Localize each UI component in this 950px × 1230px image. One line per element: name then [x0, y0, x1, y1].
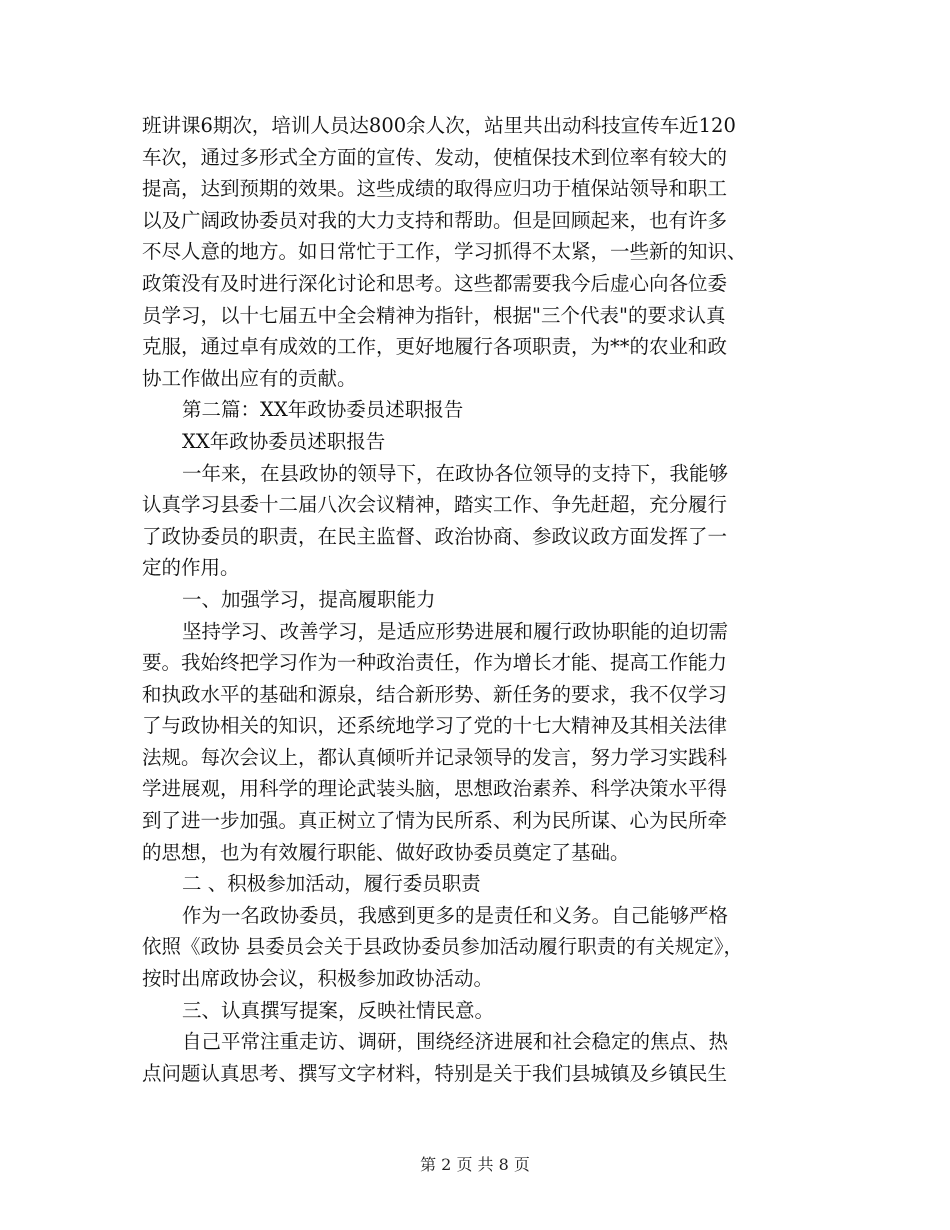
text-line: 自己平常注重走访、调研，围绕经济进展和社会稳定的焦点、热 [182, 1030, 729, 1054]
text-line: 不尽人意的地方。如日常忙于工作，学习抓得不太紧，一些新的知识、 [142, 240, 747, 264]
text-line: 政策没有及时进行深化讨论和思考。这些都需要我今后虚心向各位委 [142, 271, 728, 295]
text-line: 了政协委员的职责，在民主监督、政治协商、参政议政方面发挥了一 [142, 524, 728, 548]
text-line: 坚持学习、改善学习，是适应形势进展和履行政协职能的迫切需 [182, 619, 729, 643]
text-line: 了与政协相关的知识，还系统地学习了党的十七大精神及其相关法律 [142, 714, 728, 738]
text-line: 班讲课6期次，培训人员达800余人次，站里共出动科技宣传车近120 [142, 114, 736, 137]
text-line: 的思想，也为有效履行职能、做好政协委员奠定了基础。 [142, 840, 630, 864]
report-title: XX年政协委员述职报告 [182, 429, 386, 453]
text-line: 认真学习县委十二届八次会议精神，踏实工作、争先赶超，充分履行 [142, 493, 728, 517]
text-line: 一年来，在县政协的领导下，在政协各位领导的支持下，我能够 [182, 461, 729, 485]
text-line: 车次，通过多形式全方面的宣传、发动，使植保技术到位率有较大的 [142, 145, 728, 169]
text-line: 协工作做出应有的贡献。 [142, 366, 357, 390]
text-line: 点问题认真思考、撰写文字材料，特别是关于我们县城镇及乡镇民生 [142, 1061, 728, 1085]
subheading: 二 、积极参加活动，履行委员职责 [182, 872, 481, 896]
text-line: 按时出席政协会议，积极参加政协活动。 [142, 967, 494, 991]
section-heading: 第二篇：XX年政协委员述职报告 [182, 398, 464, 422]
page-number-footer: 第 2 页 共 8 页 [420, 1155, 530, 1174]
text-line: 定的作用。 [142, 556, 240, 580]
text-line: 法规。每次会议上，都认真倾听并记录领导的发言，努力学习实践科 [142, 745, 728, 769]
text-line: 提高，达到预期的效果。这些成绩的取得应归功于植保站领导和职工 [142, 177, 728, 201]
document-body [142, 110, 812, 1089]
text-line: 克服，通过卓有成效的工作，更好地履行各项职责，为**的农业和政 [142, 335, 728, 359]
text-line: 到了进一步加强。真正树立了情为民所系、利为民所谋、心为民所牵 [142, 809, 728, 833]
text-line: 依照《政协 县委员会关于县政协委员参加活动履行职责的有关规定》， [142, 935, 743, 959]
subheading: 一、加强学习，提高履职能力 [182, 587, 436, 611]
text-line: 要。我始终把学习作为一种政治责任，作为增长才能、提高工作能力 [142, 651, 728, 675]
text-line: 以及广阔政协委员对我的大力支持和帮助。但是回顾起来，也有许多 [142, 208, 728, 232]
subheading: 三、认真撰写提案，反映社情民意。 [182, 998, 495, 1022]
text-line: 员学习，以十七届五中全会精神为指针，根据"三个代表"的要求认真 [142, 303, 726, 327]
text-line: 学进展观，用科学的理论武装头脑，思想政治素养、科学决策水平得 [142, 777, 728, 801]
text-line: 作为一名政协委员，我感到更多的是责任和义务。自己能够严格 [182, 903, 729, 927]
text-line: 和执政水平的基础和源泉，结合新形势、新任务的要求，我不仅学习 [142, 682, 728, 706]
